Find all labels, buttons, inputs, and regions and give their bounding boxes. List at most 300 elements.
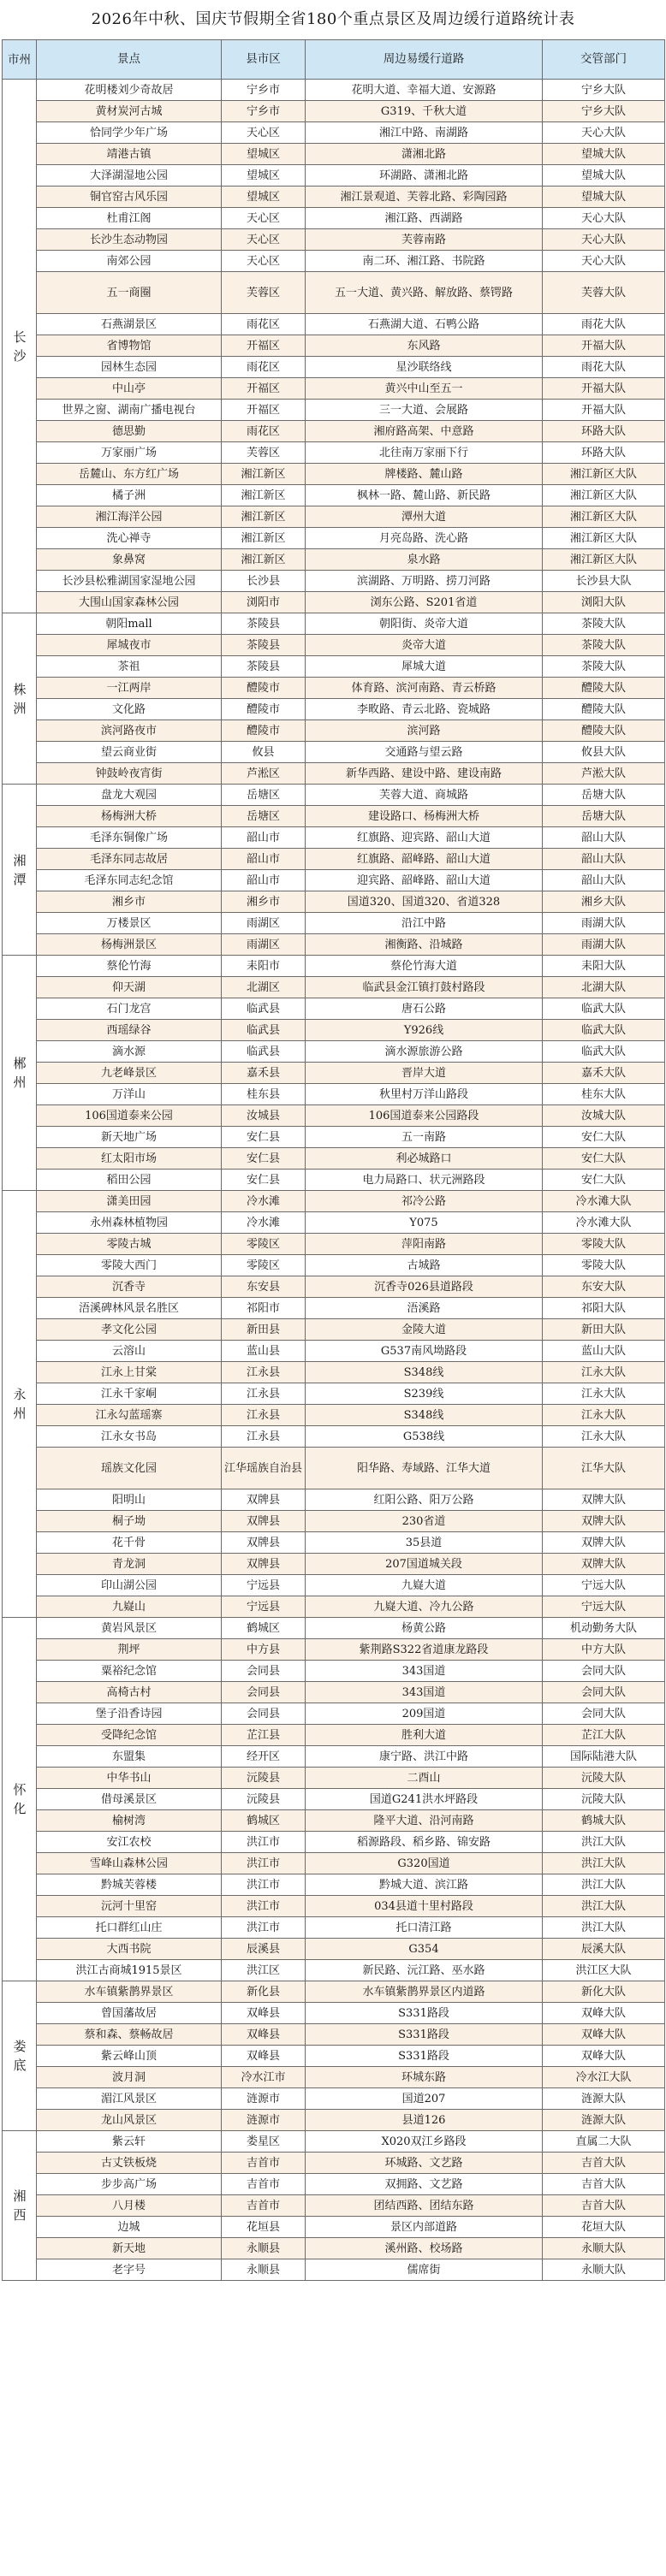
spot-cell: 毛泽东同志纪念馆 bbox=[37, 870, 222, 891]
district-cell: 洪江市 bbox=[222, 1917, 306, 1939]
district-cell: 会同县 bbox=[222, 1661, 306, 1682]
dept-cell: 芙蓉大队 bbox=[543, 272, 665, 314]
table-row bbox=[3, 934, 665, 956]
table-row bbox=[3, 80, 665, 101]
spot-cell: 湄江风景区 bbox=[37, 2088, 222, 2110]
table-row bbox=[3, 1105, 665, 1127]
table-row bbox=[3, 421, 665, 442]
spot-cell: 波月洞 bbox=[37, 2067, 222, 2088]
district-cell: 开福区 bbox=[222, 378, 306, 400]
table-row bbox=[3, 1319, 665, 1341]
district-cell: 宁乡市 bbox=[222, 80, 306, 101]
road-cell: 北往南万家丽下行 bbox=[306, 442, 543, 464]
table-row bbox=[3, 1532, 665, 1554]
road-cell: 古城路 bbox=[306, 1255, 543, 1276]
dept-cell: 湘江新区大队 bbox=[543, 528, 665, 549]
dept-cell: 攸县大队 bbox=[543, 742, 665, 763]
spot-cell: 德思勤 bbox=[37, 421, 222, 442]
spot-cell: 文化路 bbox=[37, 699, 222, 720]
dept-cell: 洪江大队 bbox=[543, 1832, 665, 1853]
dept-cell: 永顺大队 bbox=[543, 2259, 665, 2281]
dept-cell: 宁远大队 bbox=[543, 1575, 665, 1596]
city-name: 永州 bbox=[13, 1387, 27, 1421]
district-cell: 嘉禾县 bbox=[222, 1063, 306, 1084]
road-cell: 红旗路、韶峰路、韶山大道 bbox=[306, 849, 543, 870]
table-row bbox=[3, 1639, 665, 1661]
table-row bbox=[3, 442, 665, 464]
table-row bbox=[3, 742, 665, 763]
district-cell: 江华瑶族自治县 bbox=[222, 1448, 306, 1489]
district-cell: 江永县 bbox=[222, 1362, 306, 1383]
dept-cell: 雨花大队 bbox=[543, 357, 665, 378]
table-row bbox=[3, 635, 665, 656]
table-row bbox=[3, 891, 665, 913]
spot-cell: 石燕湖景区 bbox=[37, 314, 222, 335]
district-cell: 岳塘区 bbox=[222, 806, 306, 827]
table-row bbox=[3, 870, 665, 891]
table-row bbox=[3, 251, 665, 272]
table-row bbox=[3, 2088, 665, 2110]
spot-cell: 长沙县松雅湖国家湿地公园 bbox=[37, 571, 222, 592]
road-cell: 东风路 bbox=[306, 335, 543, 357]
road-cell: 环湖路、潇湘北路 bbox=[306, 165, 543, 187]
spot-cell: 桐子坳 bbox=[37, 1511, 222, 1532]
spot-cell: 洗心禅寺 bbox=[37, 528, 222, 549]
table-row bbox=[3, 1554, 665, 1575]
table-row bbox=[3, 592, 665, 613]
dept-cell: 冷水滩大队 bbox=[543, 1212, 665, 1234]
road-cell: 月亮岛路、洗心路 bbox=[306, 528, 543, 549]
table-row bbox=[3, 571, 665, 592]
road-cell: S331路段 bbox=[306, 2024, 543, 2046]
spot-cell: 花千骨 bbox=[37, 1532, 222, 1554]
spot-cell: 万楼景区 bbox=[37, 913, 222, 934]
district-cell: 双峰县 bbox=[222, 2003, 306, 2024]
district-cell: 芦淞区 bbox=[222, 763, 306, 785]
dept-cell: 机动勤务大队 bbox=[543, 1618, 665, 1639]
table-row bbox=[3, 849, 665, 870]
city-name: 怀化 bbox=[13, 1782, 27, 1816]
dept-cell: 天心大队 bbox=[543, 122, 665, 144]
road-cell: 隆平大道、沿河南路 bbox=[306, 1810, 543, 1832]
dept-cell: 岳塘大队 bbox=[543, 806, 665, 827]
table-row bbox=[3, 678, 665, 699]
spot-cell: 106国道泰来公园 bbox=[37, 1105, 222, 1127]
road-cell: 浏东公路、S201省道 bbox=[306, 592, 543, 613]
road-cell: G538线 bbox=[306, 1426, 543, 1448]
table-row bbox=[3, 977, 665, 998]
table-row bbox=[3, 1960, 665, 1981]
district-cell: 湘江新区 bbox=[222, 506, 306, 528]
spot-cell: 黄岩风景区 bbox=[37, 1618, 222, 1639]
table-row bbox=[3, 378, 665, 400]
district-cell: 鹤城区 bbox=[222, 1810, 306, 1832]
district-cell: 永顺县 bbox=[222, 2259, 306, 2281]
dept-cell: 江永大队 bbox=[543, 1426, 665, 1448]
dept-cell: 双牌大队 bbox=[543, 1554, 665, 1575]
spot-cell: 滴水源 bbox=[37, 1041, 222, 1063]
table-row bbox=[3, 2024, 665, 2046]
spot-cell: 恰同学少年广场 bbox=[37, 122, 222, 144]
road-cell: 儒席街 bbox=[306, 2259, 543, 2281]
spot-cell: 新天地 bbox=[37, 2238, 222, 2259]
district-cell: 开福区 bbox=[222, 335, 306, 357]
district-cell: 湘乡市 bbox=[222, 891, 306, 913]
dept-cell: 会同大队 bbox=[543, 1661, 665, 1682]
district-cell: 韶山市 bbox=[222, 849, 306, 870]
table-row bbox=[3, 2153, 665, 2174]
spot-cell: 九老峰景区 bbox=[37, 1063, 222, 1084]
table-row bbox=[3, 1746, 665, 1768]
table-row bbox=[3, 956, 665, 977]
dept-cell: 祁阳大队 bbox=[543, 1298, 665, 1319]
spot-cell: 高椅古村 bbox=[37, 1682, 222, 1703]
road-cell: 建设路口、杨梅洲大桥 bbox=[306, 806, 543, 827]
dept-cell: 汝城大队 bbox=[543, 1105, 665, 1127]
table-row bbox=[3, 1020, 665, 1041]
road-cell: 二酉山 bbox=[306, 1768, 543, 1789]
spot-cell: 新天地广场 bbox=[37, 1127, 222, 1148]
road-cell: Y926线 bbox=[306, 1020, 543, 1041]
district-cell: 韶山市 bbox=[222, 870, 306, 891]
dept-cell: 湘乡大队 bbox=[543, 891, 665, 913]
road-cell: 环城东路 bbox=[306, 2067, 543, 2088]
road-cell: S348线 bbox=[306, 1362, 543, 1383]
district-cell: 天心区 bbox=[222, 251, 306, 272]
dept-cell: 天心大队 bbox=[543, 208, 665, 229]
district-cell: 天心区 bbox=[222, 122, 306, 144]
road-cell: 潭州大道 bbox=[306, 506, 543, 528]
table-row bbox=[3, 506, 665, 528]
district-cell: 芙蓉区 bbox=[222, 272, 306, 314]
road-cell: 县道126 bbox=[306, 2110, 543, 2131]
district-cell: 临武县 bbox=[222, 1020, 306, 1041]
spot-cell: 五一商圈 bbox=[37, 272, 222, 314]
road-cell: 湘衡路、沿城路 bbox=[306, 934, 543, 956]
road-cell: 五一大道、黄兴路、解放路、蔡锷路 bbox=[306, 272, 543, 314]
road-cell: 黔城大道、滨江路 bbox=[306, 1874, 543, 1896]
road-cell: 电力局路口、状元洲路段 bbox=[306, 1170, 543, 1191]
road-cell: S348线 bbox=[306, 1405, 543, 1426]
table-header bbox=[3, 40, 665, 80]
city-name: 长沙 bbox=[13, 329, 27, 364]
table-row bbox=[3, 1810, 665, 1832]
spot-cell: 蔡伦竹海 bbox=[37, 956, 222, 977]
table-row bbox=[3, 2131, 665, 2153]
dept-cell: 双牌大队 bbox=[543, 1532, 665, 1554]
road-cell: 国道207 bbox=[306, 2088, 543, 2110]
district-cell: 中方县 bbox=[222, 1639, 306, 1661]
dept-cell: 开福大队 bbox=[543, 378, 665, 400]
road-cell: 034县道十里村路段 bbox=[306, 1896, 543, 1917]
table-row bbox=[3, 1127, 665, 1148]
district-cell: 雨花区 bbox=[222, 357, 306, 378]
district-cell: 湘江新区 bbox=[222, 485, 306, 506]
district-cell: 宁远县 bbox=[222, 1575, 306, 1596]
table-row bbox=[3, 1511, 665, 1532]
table-row bbox=[3, 1383, 665, 1405]
table-row bbox=[3, 2195, 665, 2217]
table-row bbox=[3, 464, 665, 485]
road-cell: 星沙联络线 bbox=[306, 357, 543, 378]
spot-cell: 受降纪念馆 bbox=[37, 1725, 222, 1746]
dept-cell: 开福大队 bbox=[543, 335, 665, 357]
dept-cell: 天心大队 bbox=[543, 229, 665, 251]
spot-cell: 毛泽东同志故居 bbox=[37, 849, 222, 870]
road-cell: 滨湖路、万明路、捞刀河路 bbox=[306, 571, 543, 592]
spot-cell: 永州森林植物园 bbox=[37, 1212, 222, 1234]
table-row bbox=[3, 1170, 665, 1191]
table-row bbox=[3, 1596, 665, 1618]
road-cell: 唐石公路 bbox=[306, 998, 543, 1020]
road-cell: 利必城路口 bbox=[306, 1148, 543, 1170]
spot-cell: 瑶族文化园 bbox=[37, 1448, 222, 1489]
spot-cell: 湘江海洋公园 bbox=[37, 506, 222, 528]
district-cell: 冷水江市 bbox=[222, 2067, 306, 2088]
dept-cell: 双牌大队 bbox=[543, 1511, 665, 1532]
dept-cell: 双牌大队 bbox=[543, 1489, 665, 1511]
dept-cell: 嘉禾大队 bbox=[543, 1063, 665, 1084]
district-cell: 耒阳市 bbox=[222, 956, 306, 977]
spot-cell: 靖港古镇 bbox=[37, 144, 222, 165]
dept-cell: 洪江大队 bbox=[543, 1896, 665, 1917]
district-cell: 洪江市 bbox=[222, 1874, 306, 1896]
spot-cell: 花明楼刘少奇故居 bbox=[37, 80, 222, 101]
header-city: 市州 bbox=[3, 40, 37, 80]
table-row bbox=[3, 187, 665, 208]
district-cell: 洪江市 bbox=[222, 1896, 306, 1917]
spot-cell: 钟鼓岭夜宵街 bbox=[37, 763, 222, 785]
dept-cell: 鹤城大队 bbox=[543, 1810, 665, 1832]
page-title: 2026年中秋、国庆节假期全省180个重点景区及周边缓行道路统计表 bbox=[91, 10, 575, 28]
dept-cell: 双峰大队 bbox=[543, 2046, 665, 2067]
spot-cell: 橘子洲 bbox=[37, 485, 222, 506]
district-cell: 醴陵市 bbox=[222, 678, 306, 699]
road-cell: 黄兴中山至五一 bbox=[306, 378, 543, 400]
spot-cell: 紫云峰山顶 bbox=[37, 2046, 222, 2067]
city-cell bbox=[3, 613, 37, 785]
district-cell: 临武县 bbox=[222, 1041, 306, 1063]
table-row bbox=[3, 1789, 665, 1810]
dept-cell: 宁乡大队 bbox=[543, 101, 665, 122]
spot-cell: 孝文化公园 bbox=[37, 1319, 222, 1341]
road-cell: 环城路、文艺路 bbox=[306, 2153, 543, 2174]
dept-cell: 醴陵大队 bbox=[543, 720, 665, 742]
road-cell: 临武县金江镇打鼓村路段 bbox=[306, 977, 543, 998]
district-cell: 蓝山县 bbox=[222, 1341, 306, 1362]
table-row bbox=[3, 2238, 665, 2259]
dept-cell: 雨湖大队 bbox=[543, 934, 665, 956]
district-cell: 吉首市 bbox=[222, 2174, 306, 2195]
road-cell: 新华西路、建设中路、建设南路 bbox=[306, 763, 543, 785]
dept-cell: 江永大队 bbox=[543, 1362, 665, 1383]
dept-cell: 岳塘大队 bbox=[543, 785, 665, 806]
spot-cell: 青龙洞 bbox=[37, 1554, 222, 1575]
road-cell: 朝阳街、炎帝大道 bbox=[306, 613, 543, 635]
table-row bbox=[3, 1041, 665, 1063]
dept-cell: 直属二大队 bbox=[543, 2131, 665, 2153]
district-cell: 涟源市 bbox=[222, 2110, 306, 2131]
road-cell: 红旗路、迎宾路、韶山大道 bbox=[306, 827, 543, 849]
spot-cell: 万洋山 bbox=[37, 1084, 222, 1105]
district-cell: 双牌县 bbox=[222, 1532, 306, 1554]
spot-cell: 借母溪景区 bbox=[37, 1789, 222, 1810]
spot-cell: 边城 bbox=[37, 2217, 222, 2238]
district-cell: 双牌县 bbox=[222, 1554, 306, 1575]
header-row bbox=[3, 40, 665, 80]
road-cell: 209国道 bbox=[306, 1703, 543, 1725]
district-cell: 攸县 bbox=[222, 742, 306, 763]
spot-cell: 世界之窗、湖南广播电视台 bbox=[37, 400, 222, 421]
dept-cell: 茶陵大队 bbox=[543, 656, 665, 678]
table-row bbox=[3, 335, 665, 357]
spot-cell: 安江农校 bbox=[37, 1832, 222, 1853]
dept-cell: 沅陵大队 bbox=[543, 1789, 665, 1810]
header-district: 县市区 bbox=[222, 40, 306, 80]
spot-cell: 杜甫江阁 bbox=[37, 208, 222, 229]
dept-cell: 环路大队 bbox=[543, 421, 665, 442]
dept-cell: 江永大队 bbox=[543, 1383, 665, 1405]
district-cell: 雨湖区 bbox=[222, 934, 306, 956]
district-cell: 安仁县 bbox=[222, 1170, 306, 1191]
spot-cell: 岳麓山、东方红广场 bbox=[37, 464, 222, 485]
road-cell: 35县道 bbox=[306, 1532, 543, 1554]
city-name: 株洲 bbox=[13, 681, 27, 716]
road-cell: 杨黄公路 bbox=[306, 1618, 543, 1639]
spot-cell: 水车镇紫鹊界景区 bbox=[37, 1981, 222, 2003]
spot-cell: 老字号 bbox=[37, 2259, 222, 2281]
spot-cell: 印山湖公园 bbox=[37, 1575, 222, 1596]
district-cell: 祁阳市 bbox=[222, 1298, 306, 1319]
dept-cell: 雨湖大队 bbox=[543, 913, 665, 934]
road-cell: 李畋路、青云北路、瓷城路 bbox=[306, 699, 543, 720]
road-cell: G320国道 bbox=[306, 1853, 543, 1874]
city-name: 湘潭 bbox=[13, 852, 27, 887]
table-row bbox=[3, 1298, 665, 1319]
dept-cell: 新化大队 bbox=[543, 1981, 665, 2003]
road-cell: S239线 bbox=[306, 1383, 543, 1405]
road-cell: 新民路、沅江路、巫水路 bbox=[306, 1960, 543, 1981]
district-cell: 长沙县 bbox=[222, 571, 306, 592]
district-cell: 开福区 bbox=[222, 400, 306, 421]
spot-cell: 洪江古商城1915景区 bbox=[37, 1960, 222, 1981]
spot-cell: 中华书山 bbox=[37, 1768, 222, 1789]
city-name: 郴州 bbox=[13, 1056, 27, 1090]
spot-cell: 东盟集 bbox=[37, 1746, 222, 1768]
dept-cell: 吉首大队 bbox=[543, 2195, 665, 2217]
spot-cell: 一江两岸 bbox=[37, 678, 222, 699]
district-cell: 雨湖区 bbox=[222, 913, 306, 934]
spot-cell: 浯溪碑林风景名胜区 bbox=[37, 1298, 222, 1319]
dept-cell: 会同大队 bbox=[543, 1682, 665, 1703]
table-row bbox=[3, 1768, 665, 1789]
spot-cell: 紫云轩 bbox=[37, 2131, 222, 2153]
district-cell: 双牌县 bbox=[222, 1489, 306, 1511]
road-cell: 牌楼路、麓山路 bbox=[306, 464, 543, 485]
district-cell: 辰溪县 bbox=[222, 1939, 306, 1960]
road-cell: 潇湘北路 bbox=[306, 144, 543, 165]
road-cell: 胜利大道 bbox=[306, 1725, 543, 1746]
road-cell: 景区内部道路 bbox=[306, 2217, 543, 2238]
spot-cell: 蔡和森、蔡畅故居 bbox=[37, 2024, 222, 2046]
header-road: 周边易缓行道路 bbox=[306, 40, 543, 80]
road-cell: 湘江中路、南湖路 bbox=[306, 122, 543, 144]
road-cell: 浯溪路 bbox=[306, 1298, 543, 1319]
road-cell: 枫林一路、麓山路、新民路 bbox=[306, 485, 543, 506]
dept-cell: 中方大队 bbox=[543, 1639, 665, 1661]
header-spot: 景点 bbox=[37, 40, 222, 80]
road-cell: 国道G241洪水坪路段 bbox=[306, 1789, 543, 1810]
district-cell: 涟源市 bbox=[222, 2088, 306, 2110]
dept-cell: 洪江区大队 bbox=[543, 1960, 665, 1981]
table-body bbox=[3, 80, 665, 2281]
table-row bbox=[3, 101, 665, 122]
spot-cell: 零陵大西门 bbox=[37, 1255, 222, 1276]
road-cell: 沿江中路 bbox=[306, 913, 543, 934]
city-cell bbox=[3, 1618, 37, 1981]
district-cell: 双牌县 bbox=[222, 1511, 306, 1532]
district-cell: 湘江新区 bbox=[222, 464, 306, 485]
dept-cell: 醴陵大队 bbox=[543, 699, 665, 720]
district-cell: 鹤城区 bbox=[222, 1618, 306, 1639]
dept-cell: 零陵大队 bbox=[543, 1255, 665, 1276]
dept-cell: 花垣大队 bbox=[543, 2217, 665, 2238]
dept-cell: 安仁大队 bbox=[543, 1170, 665, 1191]
district-cell: 洪江区 bbox=[222, 1960, 306, 1981]
dept-cell: 安仁大队 bbox=[543, 1127, 665, 1148]
spot-cell: 江永上甘棠 bbox=[37, 1362, 222, 1383]
dept-cell: 长沙县大队 bbox=[543, 571, 665, 592]
road-cell: 萍阳南路 bbox=[306, 1234, 543, 1255]
spot-cell: 粟裕纪念馆 bbox=[37, 1661, 222, 1682]
road-cell: 三一大道、会展路 bbox=[306, 400, 543, 421]
dept-cell: 新田大队 bbox=[543, 1319, 665, 1341]
spot-cell: 托口群红山庄 bbox=[37, 1917, 222, 1939]
road-cell: 双拥路、文艺路 bbox=[306, 2174, 543, 2195]
table-row bbox=[3, 998, 665, 1020]
dept-cell: 江永大队 bbox=[543, 1405, 665, 1426]
district-cell: 望城区 bbox=[222, 187, 306, 208]
table-row bbox=[3, 1832, 665, 1853]
road-cell: 体育路、滨河南路、青云桥路 bbox=[306, 678, 543, 699]
table-row bbox=[3, 144, 665, 165]
dept-cell: 芦淞大队 bbox=[543, 763, 665, 785]
statistics-table bbox=[2, 39, 665, 2281]
spot-cell: 园林生态园 bbox=[37, 357, 222, 378]
road-cell: G319、千秋大道 bbox=[306, 101, 543, 122]
district-cell: 芙蓉区 bbox=[222, 442, 306, 464]
table-row bbox=[3, 272, 665, 314]
road-cell: G354 bbox=[306, 1939, 543, 1960]
spot-cell: 江永千家峒 bbox=[37, 1383, 222, 1405]
spot-cell: 红太阳市场 bbox=[37, 1148, 222, 1170]
table-row bbox=[3, 485, 665, 506]
district-cell: 双峰县 bbox=[222, 2024, 306, 2046]
table-row bbox=[3, 2003, 665, 2024]
district-cell: 会同县 bbox=[222, 1703, 306, 1725]
dept-cell: 耒阳大队 bbox=[543, 956, 665, 977]
dept-cell: 洪江大队 bbox=[543, 1874, 665, 1896]
district-cell: 江永县 bbox=[222, 1383, 306, 1405]
spot-cell: 沉香寺 bbox=[37, 1276, 222, 1298]
table-row bbox=[3, 1063, 665, 1084]
district-cell: 芷江县 bbox=[222, 1725, 306, 1746]
district-cell: 会同县 bbox=[222, 1682, 306, 1703]
district-cell: 东安县 bbox=[222, 1276, 306, 1298]
dept-cell: 雨花大队 bbox=[543, 314, 665, 335]
table-row bbox=[3, 314, 665, 335]
road-cell: 五一南路 bbox=[306, 1127, 543, 1148]
